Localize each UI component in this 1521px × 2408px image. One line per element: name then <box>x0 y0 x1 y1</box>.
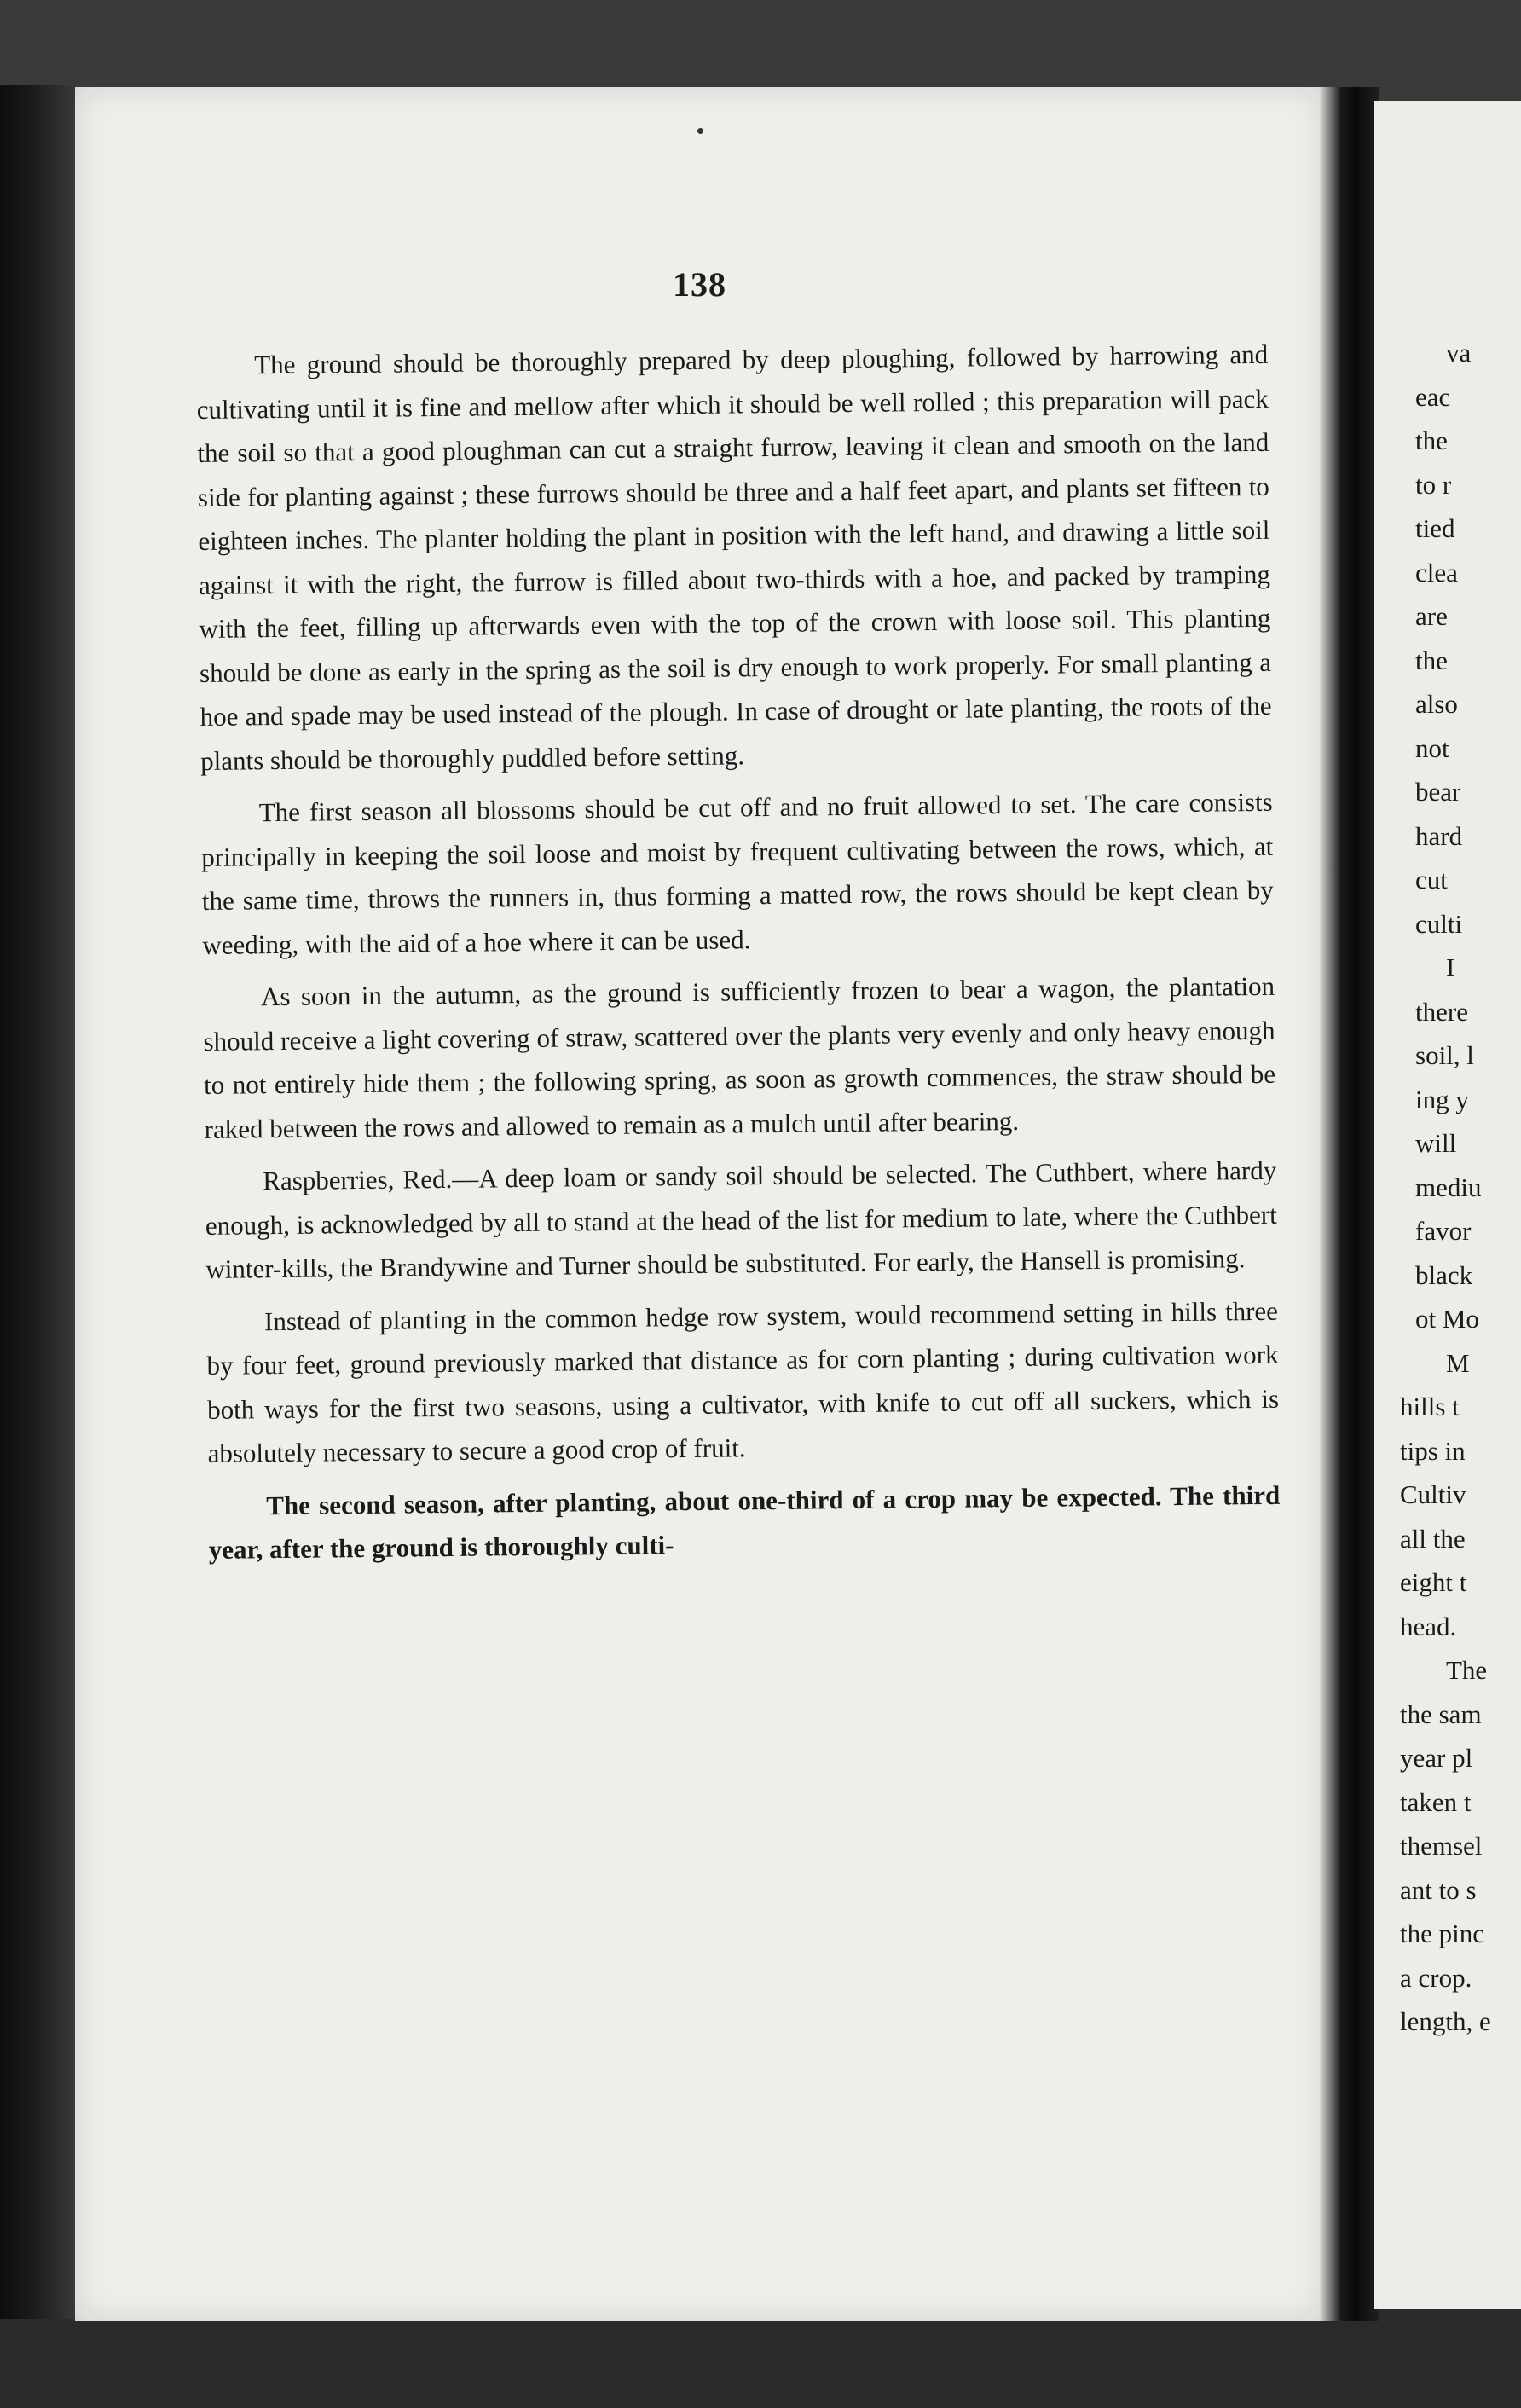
facing-line: taken t <box>1400 1786 1472 1817</box>
facing-line: the <box>1415 425 1448 455</box>
facing-line: eight t <box>1400 1567 1467 1597</box>
page-number: 138 <box>673 265 726 304</box>
ink-speck <box>697 128 703 134</box>
facing-line: also <box>1415 689 1458 719</box>
facing-line: mediu <box>1415 1172 1482 1202</box>
paragraph-2: The first season all blossoms should be cut off and no fruit allowed to set. The care consists principally in keeping the soil loose and moist by frequent cultivating between the rows, which, at the same time, throws the runners in, thus forming a matted row, the rows should be kept clean by weeding, with the aid of a hoe where it can be used. <box>201 786 1274 960</box>
facing-line: will <box>1415 1128 1457 1158</box>
facing-line: the pinc <box>1400 1919 1484 1948</box>
book-spine-edge <box>0 85 77 2319</box>
facing-line: bear <box>1415 777 1461 807</box>
facing-line: clea <box>1415 557 1458 588</box>
facing-line: tips in <box>1400 1435 1466 1466</box>
facing-line: hills t <box>1400 1392 1460 1421</box>
facing-line: Cultiv <box>1400 1479 1466 1509</box>
body-text <box>196 333 1281 1581</box>
facing-page-text <box>1374 331 1521 2044</box>
facing-line: I <box>1446 952 1455 982</box>
facing-line: hard <box>1415 820 1463 851</box>
book-gutter <box>1320 87 1379 2321</box>
facing-line: va <box>1446 338 1472 368</box>
facing-line: year pl <box>1400 1743 1473 1773</box>
paragraph-6: The second season, after planting, about one-third of a crop may be expected. The third year, after the ground is thoroughly culti- <box>208 1479 1281 1565</box>
facing-line: to r <box>1415 469 1452 500</box>
facing-line: ing y <box>1415 1084 1469 1114</box>
paragraph-5: Instead of planting in the common hedge row system, would recommend setting in hills three by four feet, ground previously marked that distance as for corn planting ; during cultivation work both ways for the first two seasons, using a cultivator, with knife to cut off all suckers, which is absolutely necessary to secure a good crop of fruit. <box>206 1295 1280 1468</box>
facing-line: cut <box>1415 865 1448 894</box>
paragraph-1: The ground should be thoroughly prepared by deep ploughing, followed by harrowing and cultivating until it is fine and mellow after which it should be well rolled ; this preparation will pack the soil so that a good ploughman can cut a straight furrow, leaving it clean and smooth on the land side for planting against ; these furrows should be three and a half feet apart, and plants set fifteen to eighteen inches. The planter holding the plant in position with the left hand, and drawing a little soil against it with the right, the furrow is filled about two-thirds with a hoe, and packed by tramping with the feet, filling up afterwards even with the top of the crown with loose soil. This planting should be done as early in the spring as the soil is dry enough to work properly. For small planting a hoe and spade may be used instead of the plough. In case of drought or late planting, the roots of the plants should be thoroughly puddled before setting. <box>196 339 1272 776</box>
facing-line: length, e <box>1400 2006 1491 2036</box>
facing-line: ant to s <box>1400 1874 1477 1905</box>
facing-line: all the <box>1400 1523 1466 1554</box>
facing-page <box>1374 101 1521 2309</box>
facing-line: tied <box>1415 513 1455 543</box>
paragraph-4: Raspberries, Red.—A deep loam or sandy soil should be selected. The Cuthbert, where hardy enough, is acknowledged by all to stand at the head of the list for medium to late, where the Cuthbert winter-kills, the Brandywine and Turner should be substituted. For early, the Hansell is promising. <box>205 1155 1277 1284</box>
facing-line: M <box>1446 1347 1470 1378</box>
facing-line: The <box>1446 1655 1488 1685</box>
facing-line: ot Mo <box>1415 1304 1479 1334</box>
facing-line: head. <box>1400 1611 1457 1641</box>
facing-line: culti <box>1415 908 1463 939</box>
facing-line: eac <box>1415 381 1451 412</box>
paragraph-3: As soon in the autumn, as the ground is sufficiently frozen to bear a wagon, the plantation should receive a light covering of straw, scattered over the plants very evenly and only heavy enough to not entirely hide them ; the following spring, as soon as growth commences, the straw should be raked between the rows and allowed to remain as a mulch until after bearing. <box>203 970 1276 1144</box>
facing-line: a crop. <box>1400 1962 1472 1993</box>
facing-line: the <box>1415 645 1448 675</box>
facing-line: are <box>1415 601 1448 631</box>
facing-line: not <box>1415 732 1449 763</box>
facing-line: soil, l <box>1415 1040 1474 1070</box>
facing-line: there <box>1415 996 1468 1027</box>
facing-line: favor <box>1415 1216 1472 1246</box>
facing-line: themsel <box>1400 1831 1483 1861</box>
facing-line: black <box>1415 1259 1473 1290</box>
facing-line: the sam <box>1400 1699 1482 1729</box>
